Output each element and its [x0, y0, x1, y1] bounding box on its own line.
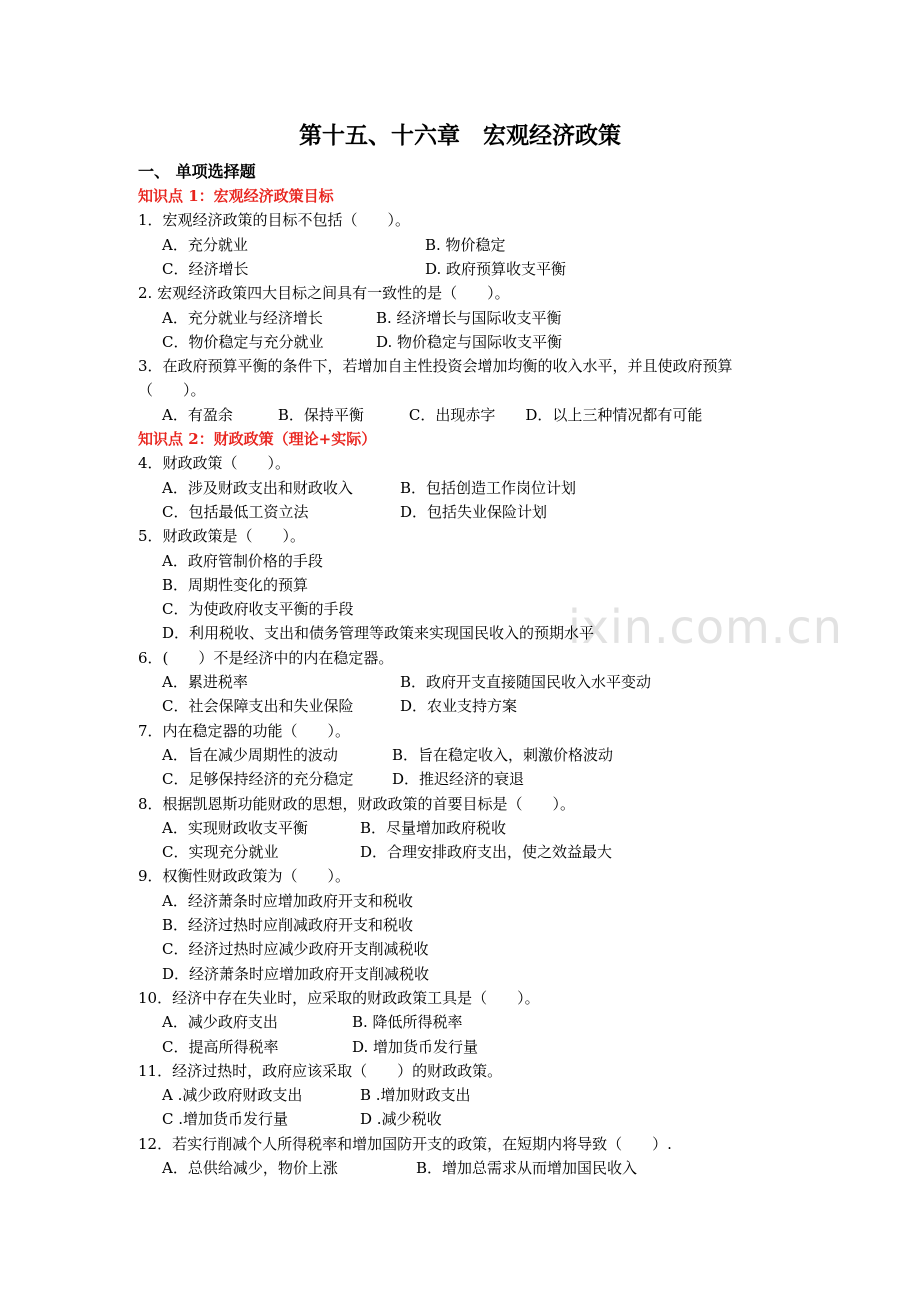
answer-options: C．经济过热时应减少政府开支削减税收 [162, 940, 429, 958]
question-stem: 9．权衡性财政政策为（ ）。 [138, 867, 351, 885]
answer-option-right: D．包括失业保险计划 [400, 503, 548, 521]
answer-options: A．旨在减少周期性的波动 [162, 746, 338, 764]
question-stem: 11．经济过热时，政府应该采取（ ）的财政政策。 [138, 1062, 503, 1080]
question-stem: 6．( ）不是经济中的内在稳定器。 [138, 649, 394, 667]
answer-option-right: B .增加财政支出 [360, 1086, 471, 1104]
answer-option-right: B．增加总需求从而增加国民收入 [416, 1159, 638, 1177]
watermark-text: ixin.com.cn [568, 600, 843, 654]
answer-options: B．经济过热时应削减政府开支和税收 [162, 916, 414, 934]
question-stem: 4．财政政策（ ）。 [138, 454, 291, 472]
page-title: 第十五、十六章 宏观经济政策 [299, 122, 621, 149]
answer-options: A．实现财政收支平衡 [162, 819, 308, 837]
answer-option-right: B. 降低所得税率 [352, 1013, 463, 1031]
answer-options: A．累进税率 [162, 673, 248, 691]
answer-option-right: D. 物价稳定与国际收支平衡 [376, 333, 563, 351]
answer-options: A．经济萧条时应增加政府开支和税收 [162, 892, 413, 910]
answer-options: A．有盈余 B．保持平衡 C．出现赤字 D．以上三种情况都有可能 [162, 406, 703, 424]
answer-option-right: B．尽量增加政府税收 [360, 819, 507, 837]
answer-option-right: D. 政府预算收支平衡 [425, 260, 567, 278]
answer-options: B．周期性变化的预算 [162, 576, 309, 594]
question-stem: 7．内在稳定器的功能（ ）。 [138, 722, 351, 740]
answer-options: C．足够保持经济的充分稳定 [162, 770, 354, 788]
question-stem: 8．根据凯恩斯功能财政的思想，财政政策的首要目标是（ ）。 [138, 795, 576, 813]
question-stem: 2. 宏观经济政策四大目标之间具有一致性的是（ ）。 [138, 284, 510, 302]
answer-option-right: D．合理安排政府支出，使之效益最大 [360, 843, 613, 861]
answer-options: D．利用税收、支出和债务管理等政策来实现国民收入的预期水平 [162, 624, 595, 642]
answer-options: C．为使政府收支平衡的手段 [162, 600, 354, 618]
answer-options: A．总供给减少，物价上涨 [162, 1159, 338, 1177]
answer-options: C .增加货币发行量 [162, 1110, 289, 1128]
question-stem: 12．若实行削减个人所得税率和增加国防开支的政策，在短期内将导致（ ）. [138, 1135, 672, 1153]
answer-option-right: B. 经济增长与国际收支平衡 [376, 309, 562, 327]
answer-option-right: D .减少税收 [360, 1110, 442, 1128]
question-stem: 5．财政政策是（ ）。 [138, 527, 306, 545]
answer-option-right: B. 物价稳定 [425, 236, 506, 254]
knowledge-point-heading: 知识点 2：财政政策（理论+实际） [138, 430, 377, 448]
answer-option-right: D. 增加货币发行量 [352, 1038, 479, 1056]
answer-options: C．经济增长 [162, 260, 249, 278]
knowledge-point-heading: 知识点 1：宏观经济政策目标 [138, 187, 334, 205]
answer-options: A．充分就业 [162, 236, 248, 254]
answer-options: C．社会保障支出和失业保险 [162, 697, 354, 715]
answer-options: C．实现充分就业 [162, 843, 279, 861]
answer-option-right: B．政府开支直接随国民收入水平变动 [400, 673, 652, 691]
question-stem: （ ）。 [138, 381, 206, 399]
answer-option-right: D．推迟经济的衰退 [392, 770, 525, 788]
answer-options: C．包括最低工资立法 [162, 503, 309, 521]
question-stem: 10．经济中存在失业时，应采取的财政政策工具是（ ）。 [138, 989, 540, 1007]
answer-option-right: B．包括创造工作岗位计划 [400, 479, 577, 497]
answer-options: A．减少政府支出 [162, 1013, 278, 1031]
answer-options: A．涉及财政支出和财政收入 [162, 479, 353, 497]
question-stem: 1．宏观经济政策的目标不包括（ ）。 [138, 211, 411, 229]
answer-options: C．物价稳定与充分就业 [162, 333, 324, 351]
answer-options: D．经济萧条时应增加政府开支削减税收 [162, 965, 430, 983]
answer-options: C．提高所得税率 [162, 1038, 279, 1056]
answer-options: A．充分就业与经济增长 [162, 309, 323, 327]
answer-option-right: B．旨在稳定收入，刺激价格波动 [392, 746, 614, 764]
section-heading: 一、 单项选择题 [138, 162, 256, 181]
answer-options: A .减少政府财政支出 [162, 1086, 303, 1104]
answer-options: A．政府管制价格的手段 [162, 552, 323, 570]
question-stem: 3．在政府预算平衡的条件下，若增加自主性投资会增加均衡的收入水平，并且使政府预算 [138, 357, 733, 375]
answer-option-right: D．农业支持方案 [400, 697, 518, 715]
